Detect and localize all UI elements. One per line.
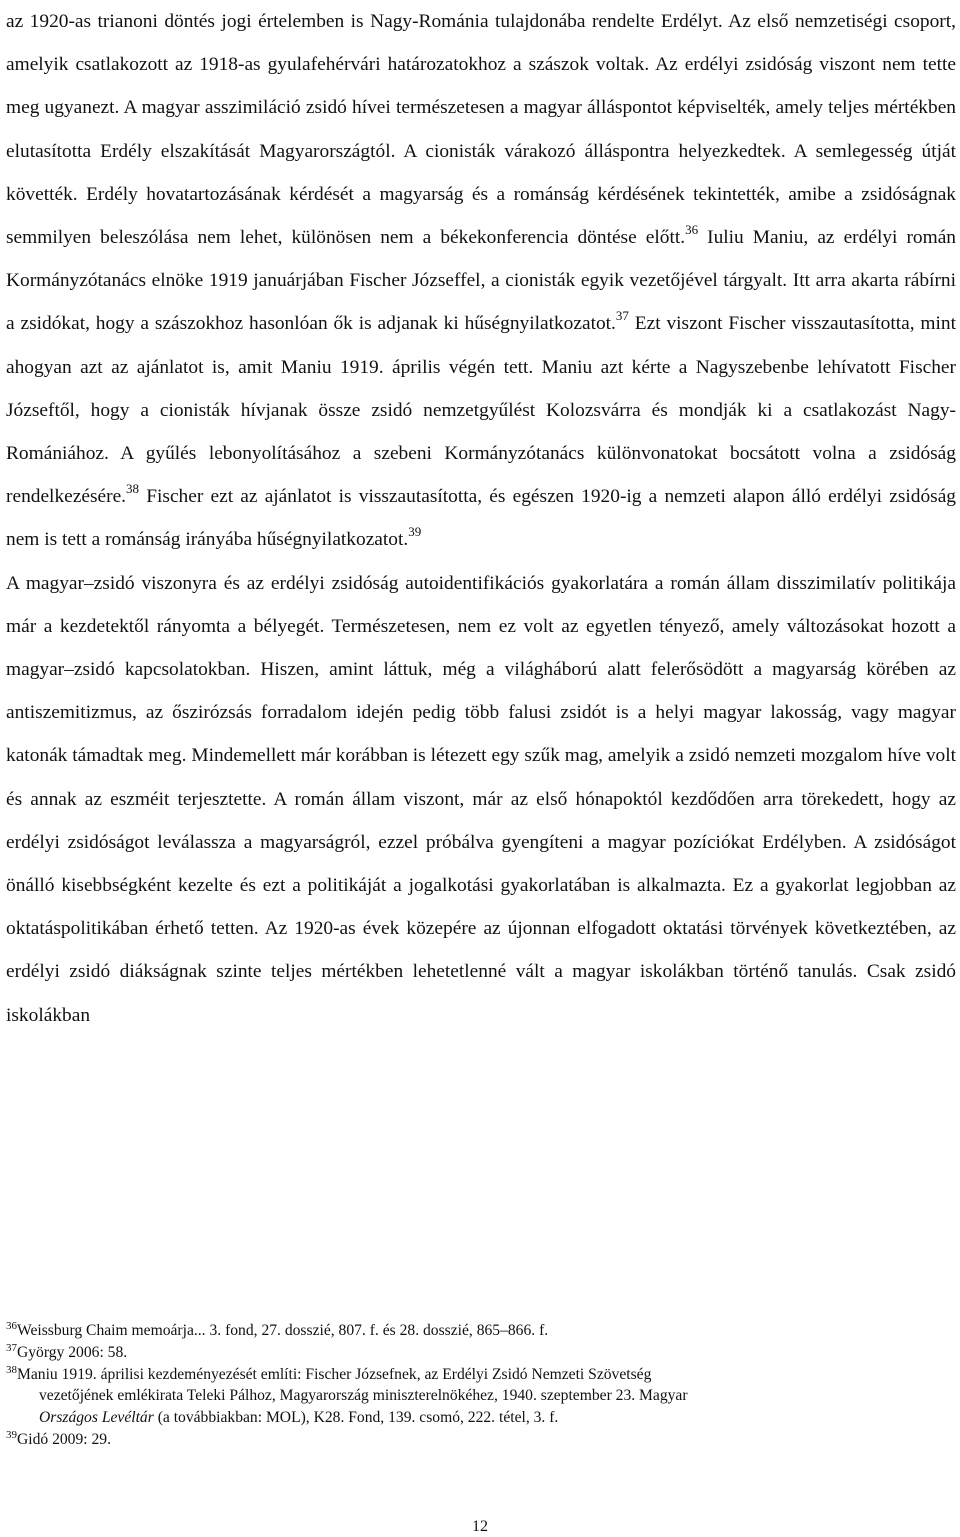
footnote	[6, 1429, 956, 1451]
footnote-number: 38	[6, 1363, 17, 1376]
footnotes	[6, 1320, 956, 1451]
footnote-reference[interactable]: 38	[126, 481, 140, 497]
footnote-text: (a továbbiakban: MOL), K28. Fond, 139. csomó, 222. tétel, 3. f.	[153, 1409, 559, 1427]
footnote-number: 37	[6, 1341, 17, 1354]
footnote-continuation: vezetőjének emlékirata Teleki Pálhoz, Magyarország miniszterelnökéhez, 1940. szeptember 23. Magyar	[39, 1387, 688, 1405]
footnote-number: 36	[6, 1320, 17, 1332]
footnote-text: Maniu 1919. áprilisi kezdeményezését említi: Fischer Józsefnek, az Erdélyi Zsidó Nemzeti Szövetség	[17, 1365, 652, 1383]
footnote	[6, 1364, 956, 1386]
paragraph-text: Fischer ezt az ajánlatot is visszautasította, és egészen 1920-ig a nemzeti alapon álló erdélyi zsidóság nem is tett a románság irányába hűségnyilatkozatot.	[6, 486, 956, 551]
footnote-text: Gidó 2009: 29.	[17, 1430, 111, 1448]
footnote-number: 39	[6, 1428, 17, 1441]
paragraph-text: az 1920-as trianoni döntés jogi értelemben is Nagy-Románia tulajdonába rendelte Erdélyt. Az első nemzetiségi csoport, amelyik csatlakozott az 1918-as gyulafehérvári határozatokhoz a szászok voltak. Az erdélyi zsidóság viszont nem tette meg ugyanezt. A magyar asszimiláció zsidó hívei természetesen a magyar álláspontot képviselték, amely teljes mértékben elutasította Erdély elszakítását Magyarországtól. A cionisták várakozó álláspontra helyezkedtek. A semlegesség útját követték. Erdély hovatartozásának kérdését a magyarság és a románság kérdésének tekintették, amibe a zsidóságnak semmilyen beleszólása nem lehet, különösen nem a békekonferencia döntése előtt.	[6, 11, 956, 249]
footnote	[6, 1342, 956, 1364]
main-text	[6, 0, 956, 1037]
paragraph: A magyar–zsidó viszonyra és az erdélyi zsidóság autoidentifikációs gyakorlatára a román állam disszimilatív politikája már a kezdetektől rányomta a bélyegét. Természetesen, nem ez volt az egyetlen tényező, amely változásokat hozott a magyar–zsidó kapcsolatokban. Hiszen, amint láttuk, még a világháború alatt felerősödött a magyarság körében az antiszemitizmus, az őszirózsás forradalom idején pedig több falusi zsidót is a helyi magyar lakosság, vagy magyar katonák támadtak meg. Mindemellett már korábban is létezett egy szűk mag, amelyik a zsidó nemzeti mozgalom híve volt és annak az eszméit terjesztette. A román állam viszont, már az első hónapoktól kezdődően arra törekedett, hogy az erdélyi zsidóságot leválassza a magyarságról, ezzel próbálva gyengíteni a magyar pozíciókat Erdélyben. A zsidóságot önálló kisebbségként kezelte és ezt a politikáját a jogalkotási gyakorlatában is alkalmazta. Ez a gyakorlat legjobban az oktatáspolitikában érhető tetten. Az 1920-as évek közepére az újonnan elfogadott oktatási törvények következtében, az erdélyi zsidó diákságnak szinte teljes mértékben lehetetlenné vált a magyar iskolákban történő tanulás. Csak zsidó iskolákban	[6, 572, 956, 1026]
paragraph	[6, 0, 956, 562]
footnote-reference[interactable]: 36	[685, 222, 699, 238]
footnote-reference[interactable]: 39	[408, 524, 422, 540]
page-number: 12	[472, 1518, 488, 1535]
footnote-continuation	[6, 1407, 956, 1429]
footnote-text: György 2006: 58.	[17, 1343, 128, 1361]
paragraph-text: Iuliu Maniu, az erdélyi román Kormányzótanács elnöke 1919 januárjában Fischer Józseffel, a cionisták egyik vezetőjével tárgyalt. Itt arra akarta rábírni a zsidókat, hogy a szászokhoz hasonlóan ők is adjanak ki hűségnyilatkozatot.	[6, 227, 956, 335]
paragraph-text: Ezt viszont Fischer visszautasította, mint ahogyan azt az ajánlatot is, amit Maniu 1919. április végén tett. Maniu azt kérte a Nagyszebenbe lehívatott Fischer Józseftől, hogy a cionisták hívjanak össze zsidó nemzetgyűlést Kolozsvárra és mondják ki a csatlakozást Nagy-Romániához. A gyűlés lebonyolításához a szebeni Kormányzótanács különvonatokat bocsátott volna a zsidóság rendelkezésére.	[6, 313, 956, 508]
footnote-text: Weissburg Chaim memoárja... 3. fond, 27. dosszié, 807. f. és 28. dosszié, 865–866. f.	[17, 1322, 549, 1339]
footnote-reference[interactable]: 37	[615, 308, 629, 324]
footnote	[6, 1320, 956, 1342]
footnote-italic-text: Országos Levéltár	[39, 1409, 154, 1427]
